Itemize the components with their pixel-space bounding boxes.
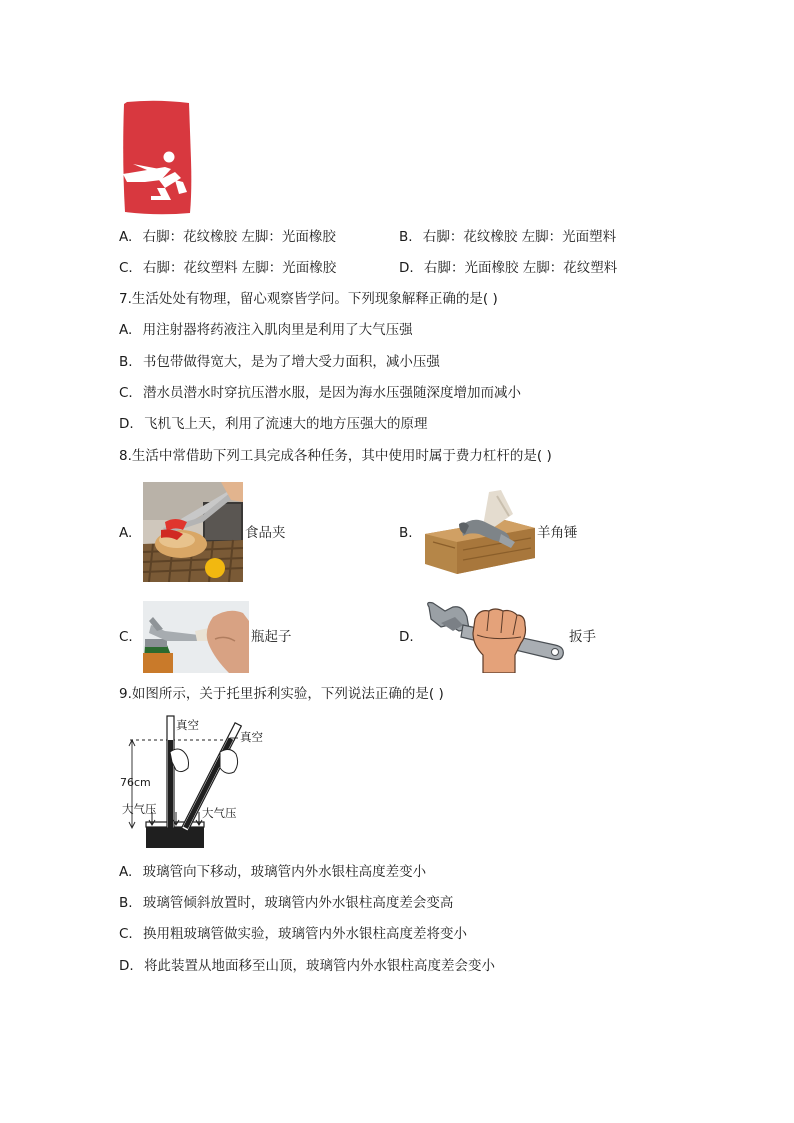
torricelli-diagram — [118, 712, 288, 852]
height-label: 76cm — [120, 776, 151, 789]
option-text: 将此装置从地面移至山顶，玻璃管内外水银柱高度差会变小 — [143, 958, 495, 974]
option-letter: D. — [399, 260, 414, 276]
claw-hammer-image — [423, 490, 535, 574]
q8-stem: 8.生活中常借助下列工具完成各种任务，其中使用时属于费力杠杆的是( ) — [119, 448, 552, 464]
q8-option-b-letter: B. — [399, 525, 413, 541]
option-text: 潜水员潜水时穿抗压潜水服，是因为海水压强随深度增加而减小 — [143, 385, 522, 401]
q6-option-d — [399, 259, 617, 277]
option-letter: D. — [119, 416, 134, 432]
sport-seal-image — [121, 100, 193, 216]
q8-option-c-letter: C. — [119, 629, 133, 645]
q8-option-c-caption: 瓶起子 — [251, 629, 292, 645]
option-text: 书包带做得宽大，是为了增大受力面积，减小压强 — [142, 354, 440, 370]
q9-option-a — [119, 863, 426, 881]
option-letter: C. — [119, 385, 133, 401]
option-text: 玻璃管倾斜放置时，玻璃管内外水银柱高度差会变高 — [142, 895, 454, 911]
vacuum-label-right: 真空 — [240, 730, 263, 744]
q8-option-d-caption: 扳手 — [569, 629, 596, 645]
option-letter: B. — [119, 895, 133, 911]
option-text: 玻璃管向下移动，玻璃管内外水银柱高度差变小 — [142, 864, 427, 880]
q9-option-c — [119, 925, 467, 943]
pressure-label-right: 大气压 — [202, 806, 237, 820]
option-text: 换用粗玻璃管做实验，玻璃管内外水银柱高度差将变小 — [143, 926, 468, 942]
q6-option-c — [119, 259, 336, 277]
option-letter: C. — [119, 260, 133, 276]
q7-option-d — [119, 415, 427, 433]
option-letter: A. — [119, 322, 133, 338]
q7-stem: 7.生活处处有物理，留心观察皆学问。下列现象解释正确的是( ) — [119, 291, 498, 307]
pressure-label-left: 大气压 — [122, 802, 157, 816]
q9-option-d — [119, 957, 495, 975]
q7-option-a — [119, 321, 413, 339]
q6-option-a — [119, 228, 336, 246]
option-text: 右脚：光面橡胶 左脚：花纹塑料 — [423, 260, 618, 276]
option-text: 飞机飞上天，利用了流速大的地方压强大的原理 — [143, 416, 428, 432]
option-letter: D. — [119, 958, 134, 974]
q8-option-b-caption: 羊角锤 — [537, 525, 578, 541]
q7-option-b — [119, 353, 440, 371]
option-text: 右脚：花纹塑料 左脚：光面橡胶 — [143, 260, 337, 276]
wrench-image — [423, 601, 569, 673]
q9-stem: 9.如图所示，关于托里拆利实验，下列说法正确的是( ) — [119, 686, 444, 702]
option-text: 右脚：花纹橡胶 左脚：光面橡胶 — [142, 229, 336, 245]
q7-option-c — [119, 384, 521, 402]
option-letter: B. — [119, 354, 133, 370]
option-letter: B. — [399, 229, 413, 245]
option-letter: C. — [119, 926, 133, 942]
option-letter: A. — [119, 229, 133, 245]
food-tongs-image — [143, 482, 243, 582]
q8-option-a-caption: 食品夹 — [245, 525, 286, 541]
option-letter: A. — [119, 864, 133, 880]
q9-option-b — [119, 894, 453, 912]
option-text: 右脚：花纹橡胶 左脚：光面塑料 — [422, 229, 617, 245]
option-text: 用注射器将药液注入肌肉里是利用了大气压强 — [142, 322, 413, 338]
vacuum-label-left: 真空 — [176, 718, 199, 732]
q8-option-a-letter: A. — [119, 525, 133, 541]
bottle-opener-image — [143, 601, 249, 673]
q8-option-d-letter: D. — [399, 629, 414, 645]
q6-option-b — [399, 228, 616, 246]
